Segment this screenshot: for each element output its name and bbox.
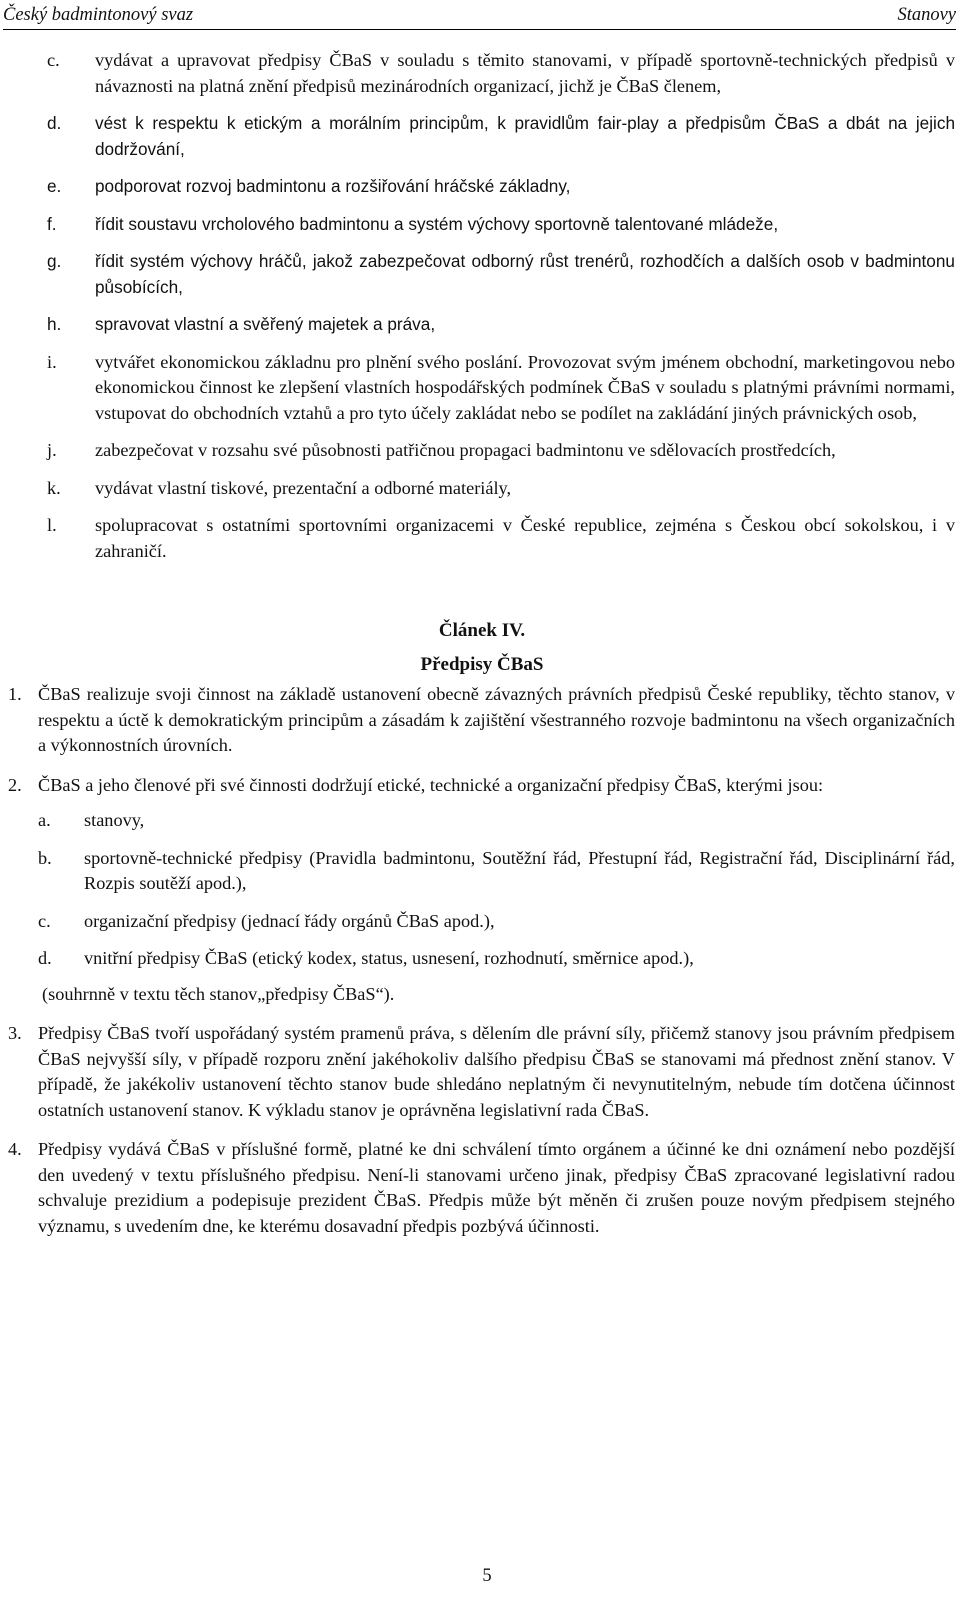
list-item-text: vést k respektu k etickým a morálním principům, k pravidlům fair-play a předpisům ČBaS a dbát na jejich dodržování, (95, 113, 955, 159)
sub-item-a (38, 808, 955, 834)
article-sections (0, 682, 960, 1239)
section-marker: 4. (8, 1139, 22, 1159)
sub-marker: d. (38, 948, 52, 968)
list-item-g (0, 249, 960, 300)
page-header (3, 2, 956, 30)
sub-item-b (38, 846, 955, 897)
article-number: Článek IV. (438, 620, 526, 641)
list-item-text: vydávat vlastní tiskové, prezentační a odborné materiály, (95, 477, 512, 498)
list-item-d (0, 111, 960, 162)
section-marker: 3. (8, 1023, 22, 1043)
header-doc-title: Stanovy (897, 5, 956, 25)
section-text: ČBaS realizuje svoji činnost na základě ustanovení obecně závazných právních předpisů České republiky, těchto stanov, v respektu a úctě k demokratickým principům a zásadám k zajištění všestranného rozvoje badmintonu na všech organizačních a výkonnostních úrovních. (38, 684, 955, 755)
list-item-text: spolupracovat s ostatními sportovními organizacemi v České republice, zejména s Českou obcí sokolskou, i v zahraničí. (95, 515, 955, 561)
sub-item-d (38, 946, 955, 972)
section-1 (0, 682, 960, 759)
list-item-e (0, 174, 960, 200)
header-org-name: Český badmintonový svaz (3, 5, 194, 25)
list-item-text: řídit systém výchovy hráčů, jakož zabezpečovat odborný růst trenérů, rozhodčích a dalších osob v badmintonu působících, (95, 251, 955, 297)
list-marker: k. (47, 477, 61, 498)
section-marker: 1. (8, 684, 22, 704)
list-item-f (0, 212, 960, 238)
list-item-l (0, 513, 960, 564)
sub-marker: b. (38, 847, 52, 868)
list-item-text: zabezpečovat v rozsahu své působnosti patřičnou propagaci badmintonu ve sdělovacích prostředcích, (95, 440, 836, 460)
article-heading (0, 614, 960, 682)
section-text: ČBaS a jeho členové při své činnosti dodržují etické, technické a organizační předpisy ČBaS, kterými jsou: (38, 774, 824, 795)
list-marker: h. (47, 314, 62, 334)
regulation-types-list (38, 808, 955, 972)
sub-item-c (38, 909, 955, 935)
section-text: Předpisy vydává ČBaS v příslušné formě, platné ke dni schválení tímto orgánem a účinné ke dni oznámení nebo pozdější den uvedený v textu příslušného předpisu. Není-li stanovami určeno jinak, předpisy ČBaS zpracované legislativní radou schvaluje prezidium a podepisuje prezident ČBaS. Předpis může být měněn či zrušen pouze novým předpisem stejného významu, s uvedením dne, ke kterému dosavadní předpis pozbývá účinnosti. (38, 1139, 955, 1236)
list-item-text: řídit soustavu vrcholového badmintonu a systém výchovy sportovně talentované mládeže, (95, 213, 779, 234)
sub-item-text: sportovně-technické předpisy (Pravidla badmintonu, Soutěžní řád, Přestupní řád, Registrační řád, Disciplinární řád, Rozpis soutěží apod.), (84, 847, 955, 893)
sub-item-text: vnitřní předpisy ČBaS (etický kodex, status, usnesení, rozhodnutí, směrnice apod.), (84, 948, 694, 968)
duties-list (0, 48, 960, 564)
regulations-summary: (souhrnně v textu těch stanov„předpisy ČBaS“). (42, 983, 395, 1004)
section-2 (0, 773, 960, 1008)
list-marker: j. (47, 440, 57, 460)
list-item-text: vytvářet ekonomickou základnu pro plnění svého poslání. Provozovat svým jménem obchodní, marketingovou nebo ekonomickou činnost ke zlepšení vlastních hospodářských podmínek ČBaS v souladu s platnými právními normami, vstupovat do obchodních vztahů a pro tyto účely zakládat nebo se podílet na zakládání jiných právnických osob, (95, 351, 955, 423)
list-marker: i. (47, 351, 57, 372)
list-marker: l. (47, 515, 57, 535)
document-body (0, 48, 960, 1253)
list-item-k (0, 476, 960, 502)
list-item-text: podporovat rozvoj badmintonu a rozšiřování hráčské základny, (95, 176, 571, 196)
section-marker: 2. (8, 774, 22, 795)
sub-marker: a. (38, 810, 51, 830)
list-item-text: vydávat a upravovat předpisy ČBaS v souladu s těmito stanovami, v případě sportovně-technických předpisů v návaznosti na platná znění předpisů mezinárodních organizací, jichž je ČBaS členem, (95, 50, 955, 96)
list-item-text: spravovat vlastní a svěřený majetek a práva, (95, 314, 436, 334)
section-text: Předpisy ČBaS tvoří uspořádaný systém pramenů práva, s dělením dle právní síly, přičemž stanovy jsou právním předpisem ČBaS nejvyšší síly, v případě rozporu znění jakéhokoliv dalšího předpisu ČBaS se stanovami má přednost znění stanov. V případě, že jakékoliv ustanovení těchto stanov bude shledáno neplatným či nevynutitelným, nebude tím dotčena účinnost ostatních ustanovení stanov. K výkladu stanov je oprávněna legislativní rada ČBaS. (38, 1023, 955, 1120)
section-3 (0, 1021, 960, 1123)
sub-item-text: stanovy, (84, 810, 145, 830)
list-marker: g. (47, 251, 62, 271)
list-marker: f. (47, 213, 57, 234)
list-item-c (0, 48, 960, 99)
sub-marker: c. (38, 910, 51, 931)
article-title: Předpisy ČBaS (420, 654, 544, 675)
sub-item-text: organizační předpisy (jednací řády orgánů ČBaS apod.), (84, 910, 495, 931)
list-marker: e. (47, 176, 62, 196)
list-item-h (0, 312, 960, 338)
list-marker: c. (47, 50, 60, 70)
section-4 (0, 1137, 960, 1239)
list-marker: d. (47, 113, 62, 133)
list-item-i (0, 350, 960, 427)
page-number: 5 (482, 1566, 492, 1586)
list-item-j (0, 438, 960, 464)
